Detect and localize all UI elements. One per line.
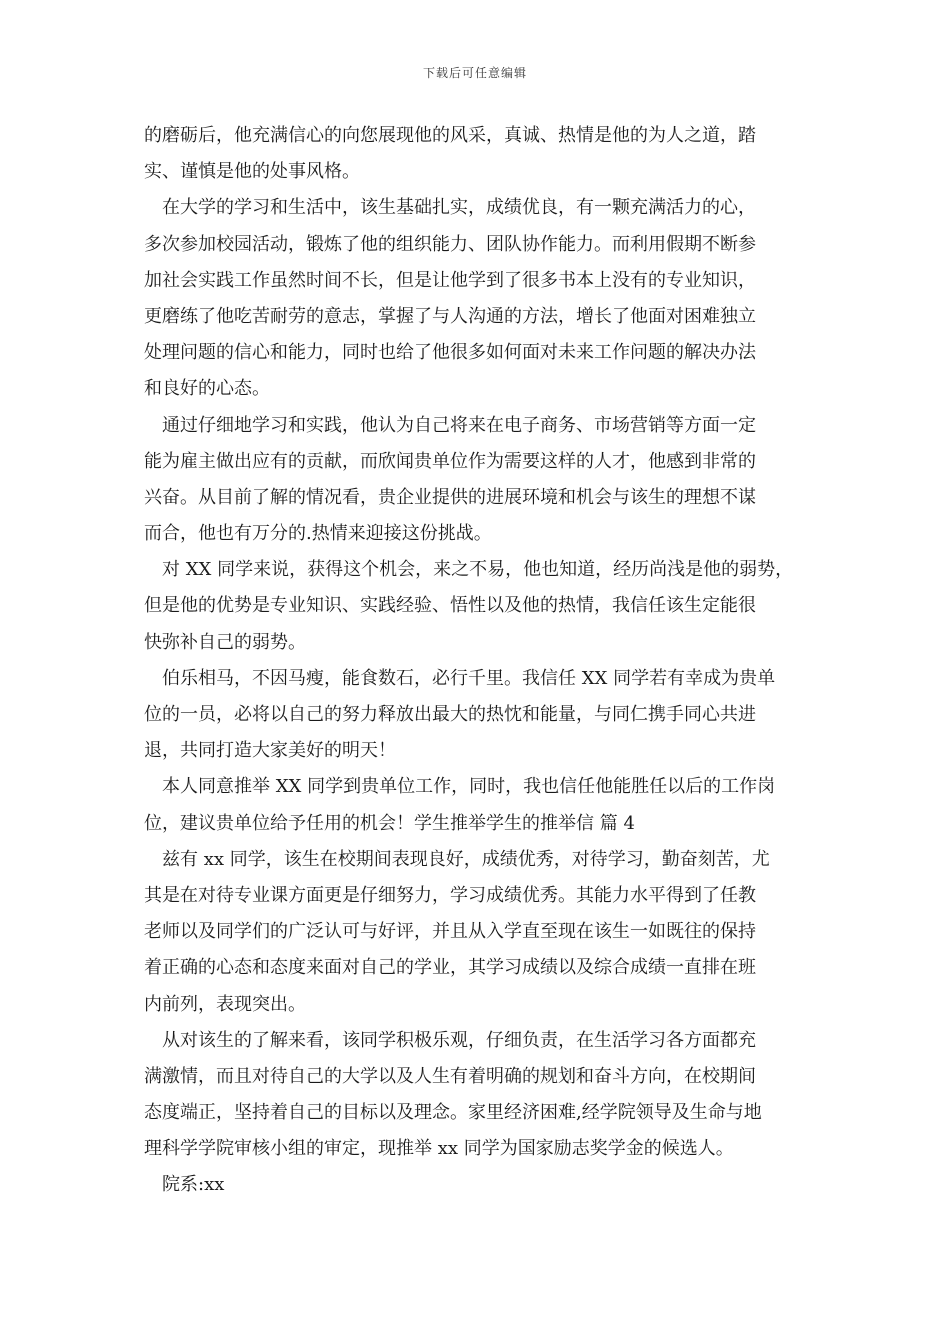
text-line: 位，建议贵单位给予任用的机会！学生推举学生的推举信 篇 4 (144, 812, 635, 834)
text-line: 态度端正，坚持着自己的目标以及理念。家里经济困难,经学院领导及生命与地 (144, 1102, 762, 1124)
page-header: 下载后可任意编辑 (422, 66, 527, 80)
text-line: 和良好的心态。 (144, 378, 270, 400)
text-line: 理科学学院审核小组的审定，现推举 xx 同学为国家励志奖学金的候选人。 (144, 1138, 734, 1160)
text-line: 其是在对待专业课方面更是仔细努力，学习成绩优秀。其能力水平得到了任教 (144, 884, 756, 906)
text-line: 从对该生的了解来看，该同学积极乐观，仔细负责，在生活学习各方面都充 (162, 1029, 756, 1051)
document-body (144, 118, 812, 1204)
text-line: 的磨砺后，他充满信心的向您展现他的风采，真诚、热情是他的为人之道，踏 (144, 125, 756, 146)
text-line: 伯乐相马，不因马瘦，能食数石，必行千里。我信任 XX 同学若有幸成为贵单 (162, 667, 776, 689)
text-line: 快弥补自己的弱势。 (144, 631, 306, 653)
text-line: 在大学的学习和生活中，该生基础扎实，成绩优良，有一颗充满活力的心， (162, 197, 756, 219)
text-line: 院系:xx (162, 1174, 225, 1196)
text-line: 内前列，表现突出。 (144, 993, 306, 1015)
text-line: 着正确的心态和态度来面对自己的学业，其学习成绩以及综合成绩一直排在班 (144, 957, 756, 979)
text-line: 通过仔细地学习和实践，他认为自己将来在电子商务、市场营销等方面一定 (162, 414, 756, 436)
text-line: 处理问题的信心和能力，同时也给了他很多如何面对未来工作问题的解决办法 (144, 342, 756, 364)
text-line: 满激情，而且对待自己的大学以及人生有着明确的规划和奋斗方向，在校期间 (144, 1065, 756, 1087)
text-line: 兴奋。从目前了解的情况看，贵企业提供的进展环境和机会与该生的理想不谋 (144, 486, 756, 508)
text-line: 对 XX 同学来说，获得这个机会，来之不易，他也知道，经历尚浅是他的弱势， (162, 559, 794, 581)
text-line: 退，共同打造大家美好的明天！ (144, 740, 396, 762)
text-line: 老师以及同学们的广泛认可与好评，并且从入学直至现在该生一如既往的保持 (144, 921, 756, 943)
text-line: 实、谨慎是他的处事风格。 (144, 161, 360, 183)
text-line: 多次参加校园活动，锻炼了他的组织能力、团队协作能力。而利用假期不断参 (144, 233, 756, 255)
text-line: 而合，他也有万分的.热情来迎接这份挑战。 (144, 523, 492, 545)
text-line: 位的一员，必将以自己的努力释放出最大的热忱和能量，与同仁携手同心共进 (144, 704, 756, 725)
text-line: 兹有 xx 同学，该生在校期间表现良好，成绩优秀，对待学习，勤奋刻苦，尤 (162, 848, 770, 870)
text-line: 能为雇主做出应有的贡献，而欣闻贵单位作为需要这样的人才，他感到非常的 (144, 450, 756, 472)
text-line: 本人同意推举 XX 同学到贵单位工作，同时，我也信任他能胜任以后的工作岗 (162, 776, 776, 798)
text-line: 加社会实践工作虽然时间不长，但是让他学到了很多书本上没有的专业知识， (144, 269, 756, 291)
text-line: 更磨练了他吃苦耐劳的意志，掌握了与人沟通的方法，增长了他面对困难独立 (144, 305, 756, 327)
text-line: 但是他的优势是专业知识、实践经验、悟性以及他的热情，我信任该生定能很 (144, 595, 756, 617)
